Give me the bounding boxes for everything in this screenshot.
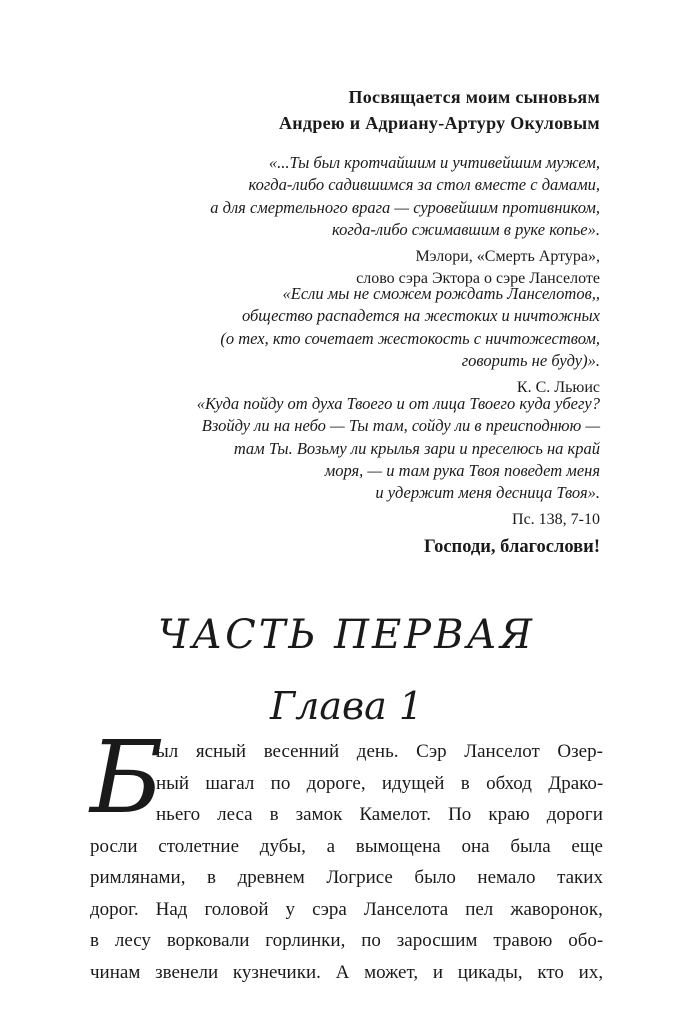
drop-cap: Б (90, 719, 164, 836)
epigraph-text (210, 152, 600, 241)
body-line (90, 894, 603, 926)
body-line (90, 768, 603, 800)
body-line-text: ыл ясный весенний день. Сэр Ланселот Озер- (156, 741, 603, 762)
attribution-line: Мэлори, «Смерть Артура», (415, 248, 600, 266)
body-line (90, 831, 603, 863)
epigraph-line: когда-либо сжимавшим в руке копье». (332, 219, 600, 239)
body-line (90, 736, 603, 768)
epigraph-malory (210, 152, 600, 290)
body-line-text: ньего леса в замок Камелот. По краю дороги (156, 804, 603, 825)
epigraph-line: говорить не буду)». (461, 350, 600, 370)
attribution-line: слово сэра Эктора о сэре Ланселоте (356, 270, 600, 288)
attribution-line: Пс. 138, 7-10 (512, 511, 600, 529)
body-line (90, 799, 603, 831)
epigraph-text (220, 283, 600, 372)
epigraph-attribution (197, 509, 600, 531)
attribution-line: К. С. Льюис (516, 379, 600, 397)
body-line-text: росли столетние дубы, а вымощена она была еще (90, 835, 603, 857)
epigraph-line: (о тех, кто сочетает жестокость с ничтожеством, (220, 328, 600, 348)
dedication-line-2: Андрею и Адриану-Артуру Окуловым (278, 113, 600, 133)
part-title: ЧАСТЬ ПЕРВАЯ (157, 612, 536, 658)
epigraph-line: общество распадется на жестоких и ничтожных (241, 306, 600, 326)
body-line-text: чинам звенели кузнечики. А может, и цикады, кто их, (90, 961, 604, 983)
epigraph-line: там Ты. Возьму ли крылья зари и преселюсь на край (233, 438, 600, 458)
dedication (279, 84, 600, 136)
body-line-text: в лесу ворковали горлинки, по заросшим травою обо- (90, 930, 604, 951)
epigraph-line: Взойду ли на небо — Ты там, сойду ли в преисподнюю — (201, 416, 600, 436)
epigraph-line: моря, — и там рука Твоя поведет меня (324, 460, 600, 480)
chapter-body-text (90, 736, 603, 988)
epigraph-line: «Если мы не сможем рождать Ланселотов,, (282, 284, 600, 303)
epigraph-line: «Куда пойду от духа Твоего и от лица Твоего куда убегу? (196, 394, 600, 413)
epigraph-line: когда-либо садившимся за стол вместе с дамами, (248, 175, 600, 195)
epigraph-line: а для смертельного врага — суровейшим противником, (210, 197, 600, 217)
body-line (90, 862, 603, 894)
body-line (90, 957, 603, 989)
epigraph-line: «...Ты был кротчайшим и учтивейшим мужем, (268, 153, 600, 172)
epigraph-text (197, 393, 600, 504)
epigraph-line: и удержит меня десница Твоя». (375, 483, 600, 503)
body-line (90, 925, 603, 957)
epigraph-lewis (220, 283, 600, 399)
body-line-text: дорог. Над головой у сэра Ланселота пел жаворонок, (90, 898, 603, 920)
chapter-title: Глава 1 (269, 684, 424, 728)
body-line-text: римлянами, в древнем Логрисе было немало таких (90, 867, 603, 888)
blessing: Господи, благослови! (423, 537, 600, 557)
epigraph-psalm (197, 393, 600, 531)
dedication-line-1: Посвящается моим сыновьям (348, 87, 600, 107)
body-line-text: ный шагал по дороге, идущей в обход Драко- (156, 772, 604, 794)
